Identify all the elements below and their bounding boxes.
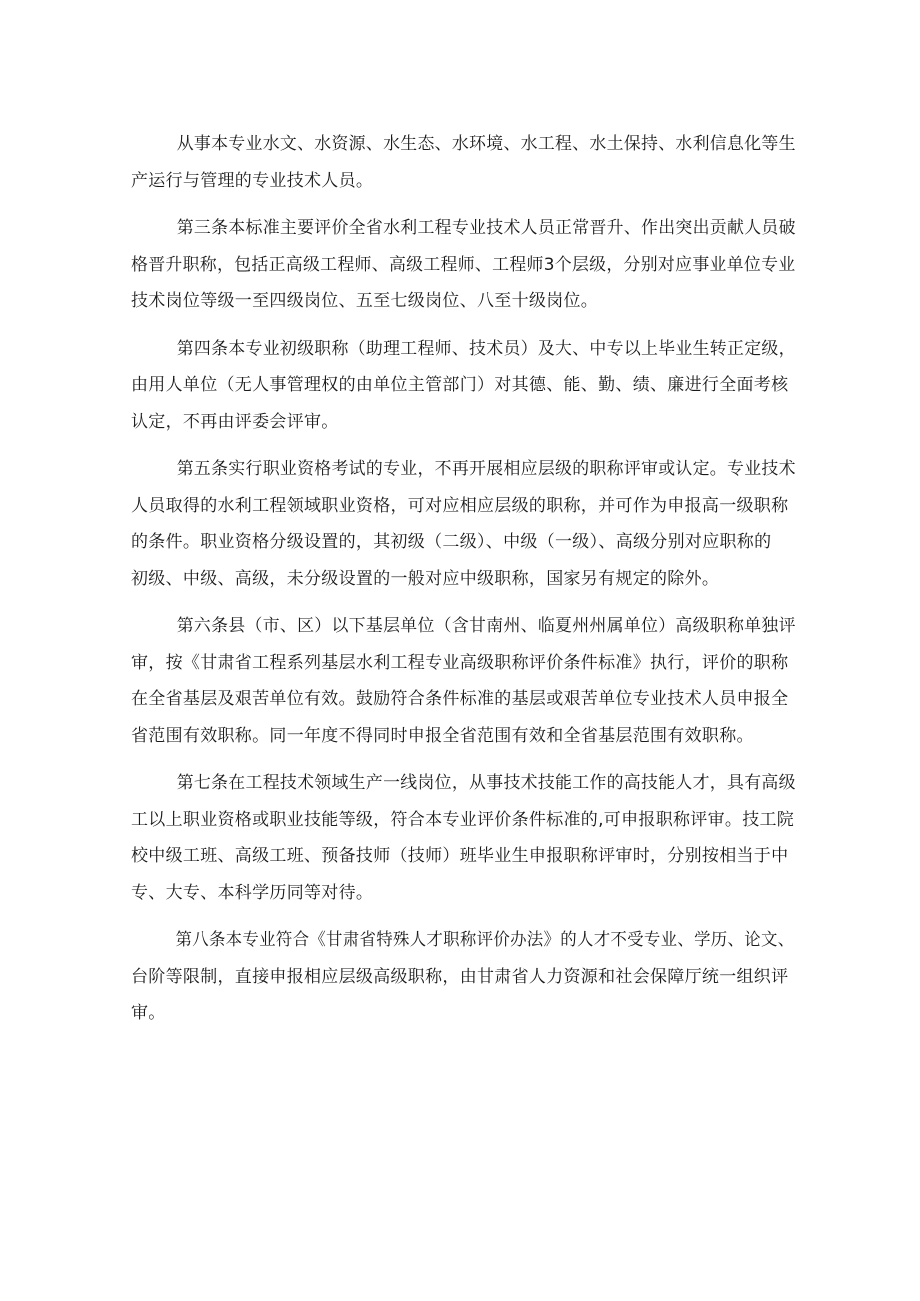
text-line: 审。 [131, 1003, 166, 1023]
text-line: 由用人单位（无人事管理权的由单位主管部门）对其德、能、勤、绩、廉进行全面考核 [131, 375, 789, 395]
text-line: 技术岗位等级一至四级岗位、五至七级岗位、八至十级岗位。 [131, 291, 599, 311]
paragraph-scope [131, 126, 796, 199]
document-body [131, 126, 796, 1043]
paragraph-article-5 [131, 451, 796, 597]
text-line: 台阶等限制，直接申报相应层级高级职称，由甘肃省人力资源和社会保障厅统一组织评 [131, 966, 789, 987]
text-line: 的条件。职业资格分级设置的，其初级（二级）、中级（一级）、高级分别对应职称的 [131, 532, 772, 552]
text-line: 校中级工班、高级工班、预备技师（技师）班毕业生申报职称评审时，分别按相当于中 [131, 846, 789, 866]
paragraph-article-4 [131, 331, 796, 441]
text-line: 第四条本专业初级职称（助理工程师、技术员）及大、中专以上毕业生转正定级， [176, 338, 796, 359]
text-line: 工以上职业资格或职业技能等级，符合本专业评价条件标准的,可申报职称评审。技工院 [131, 809, 795, 830]
text-line: 省范围有效职称。同一年度不得同时申报全省范围有效和全省基层范围有效职称。 [131, 725, 754, 746]
text-line: 认定，不再由评委会评审。 [131, 411, 339, 432]
text-line: 第七条在工程技术领域生产一线岗位，从事技术技能工作的高技能人才，具有高级 [176, 773, 796, 793]
text-line: 从事本专业水文、水资源、水生态、水环境、水工程、水土保持、水利信息化等生 [176, 134, 796, 154]
text-line: 在全省基层及艰苦单位有效。鼓励符合条件标准的基层或艰苦单位专业技术人员申报全 [131, 689, 789, 709]
text-line: 产运行与管理的专业技术人员。 [131, 170, 374, 191]
text-line: 格晋升职称，包括正高级工程师、高级工程师、工程师3个层级，分别对应事业单位专业 [131, 254, 796, 275]
text-line: 专、大专、本科学历同等对待。 [131, 882, 374, 903]
text-line: 人员取得的水利工程领域职业资格，可对应相应层级的职称，并可作为申报高一级职称 [131, 495, 789, 516]
text-line: 第六条县（市、区）以下基层单位（含甘南州、临夏州州属单位）高级职称单独评 [176, 616, 796, 636]
text-line: 第八条本专业符合《甘肃省特殊人才职称评价办法》的人才不受专业、学历、论文、 [175, 930, 795, 950]
text-line: 初级、中级、高级，未分级设置的一般对应中级职称，国家另有规定的除外。 [131, 568, 720, 589]
paragraph-article-8 [131, 922, 796, 1032]
paragraph-article-7 [131, 765, 796, 911]
text-line: 第三条本标准主要评价全省水利工程专业技术人员正常晋升、作出突出贡献人员破 [176, 218, 796, 238]
paragraph-article-6 [131, 608, 796, 754]
paragraph-article-3 [131, 210, 796, 320]
text-line: 审，按《甘肃省工程系列基层水利工程专业高级职称评价条件标准》执行，评价的职称 [131, 652, 789, 673]
text-line: 第五条实行职业资格考试的专业，不再开展相应层级的职称评审或认定。专业技术 [176, 459, 796, 479]
